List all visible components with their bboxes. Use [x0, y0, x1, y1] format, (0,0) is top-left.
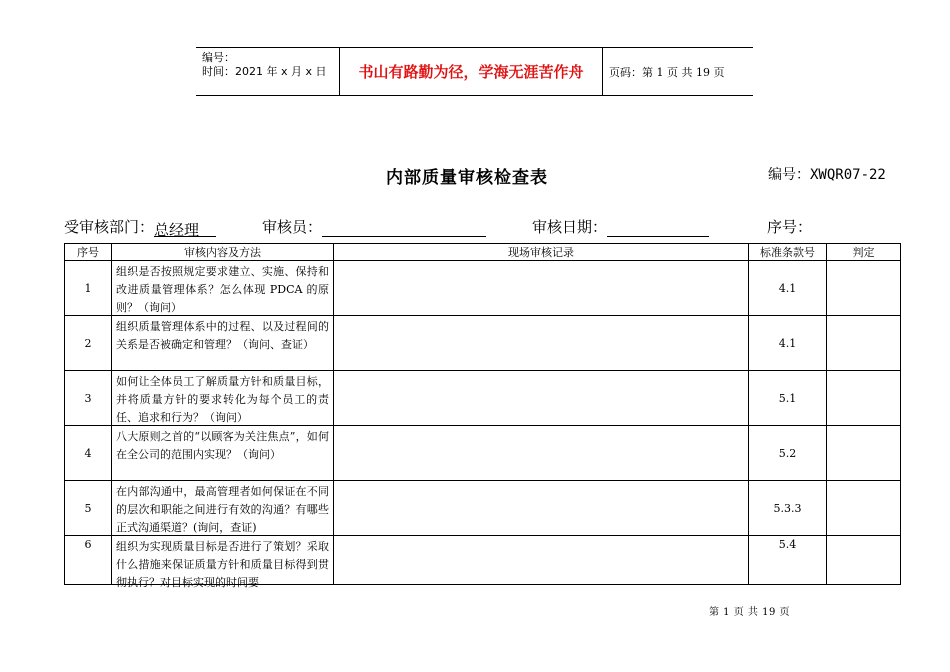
table-row	[65, 536, 901, 585]
row-clause: 5.4	[749, 536, 827, 585]
audit-date	[532, 216, 709, 237]
row-clause: 5.1	[749, 371, 827, 426]
document-number	[768, 164, 886, 184]
table-row	[65, 426, 901, 481]
auditor-field	[322, 219, 486, 237]
header-content: 审核内容及方法	[112, 244, 334, 261]
row-content: 在内部沟通中，最高管理者如何保证在不同的层次和职能之间进行有效的沟通？有哪些正式沟通渠道？(询问，查证)	[112, 481, 334, 536]
dept-value: 总经理	[154, 221, 200, 239]
row-number: 6	[65, 536, 112, 585]
row-result[interactable]	[827, 426, 901, 481]
document-title: 内部质量审核检查表	[386, 168, 548, 188]
row-record[interactable]	[334, 261, 749, 316]
row-number: 5	[65, 481, 112, 536]
checklist-table	[64, 243, 901, 589]
auditor-label: 审核员：	[262, 218, 323, 236]
page-label: 页码：第 1 页 共 19 页	[609, 65, 725, 79]
audited-department	[64, 216, 216, 237]
row-result[interactable]	[827, 316, 901, 371]
row-clause: 5.3.3	[749, 481, 827, 536]
header-left-cell	[196, 48, 339, 95]
date-field	[607, 219, 709, 237]
row-content: 如何让全体员工了解质量方针和质量目标，并将质量方针的要求转化为每个员工的责任、追求和行为？（询问）	[112, 371, 334, 426]
table-header-row	[65, 244, 901, 261]
sequence	[767, 216, 812, 237]
header-seq: 序号	[65, 244, 112, 261]
row-content: 组织质量管理体系中的过程、以及过程间的关系是否被确定和管理？（询问、查证）	[112, 316, 334, 371]
seq-label: 序号：	[767, 218, 813, 236]
page-footer: 第 1 页 共 19 页	[709, 607, 790, 618]
row-result[interactable]	[827, 481, 901, 536]
row-content: 组织为实现质量目标是否进行了策划？采取什么措施来保证质量方针和质量目标得到贯彻执行？对目标实现的时间要	[112, 536, 334, 585]
row-clause: 4.1	[749, 316, 827, 371]
time-label: 时间：2021 年 x 月 x 日	[202, 65, 327, 78]
document-number-value: XWQR07-22	[810, 167, 886, 183]
header-record: 现场审核记录	[334, 244, 749, 261]
header-clause: 标准条款号	[749, 244, 827, 261]
row-number: 4	[65, 426, 112, 481]
row-clause: 5.2	[749, 426, 827, 481]
dept-field	[154, 219, 216, 237]
row-record[interactable]	[334, 481, 749, 536]
row-clause: 4.1	[749, 261, 827, 316]
dept-label: 受审核部门：	[64, 218, 155, 236]
row-number: 3	[65, 371, 112, 426]
row-record[interactable]	[334, 371, 749, 426]
row-number: 2	[65, 316, 112, 371]
row-content: 八大原则之首的“以顾客为关注焦点”，如何在全公司的范围内实现？（询问）	[112, 426, 334, 481]
row-record[interactable]	[334, 536, 749, 585]
date-label: 审核日期：	[532, 218, 608, 236]
table-row	[65, 316, 901, 371]
auditor	[262, 216, 486, 237]
row-result[interactable]	[827, 371, 901, 426]
table-row	[65, 261, 901, 316]
row-number: 1	[65, 261, 112, 316]
table-row	[65, 481, 901, 536]
page-header	[196, 47, 753, 96]
row-record[interactable]	[334, 316, 749, 371]
row-result[interactable]	[827, 536, 901, 585]
header-result: 判定	[827, 244, 901, 261]
row-content: 组织是否按照规定要求建立、实施、保持和改进质量管理体系？怎么体现 PDCA 的原则？（询问）	[112, 261, 334, 316]
row-record[interactable]	[334, 426, 749, 481]
motto: 书山有路勤为径，学海无涯苦作舟	[339, 48, 603, 95]
row-result[interactable]	[827, 261, 901, 316]
table-row	[65, 371, 901, 426]
number-label: 编号：	[202, 51, 235, 64]
document-number-label: 编号：	[768, 167, 810, 183]
